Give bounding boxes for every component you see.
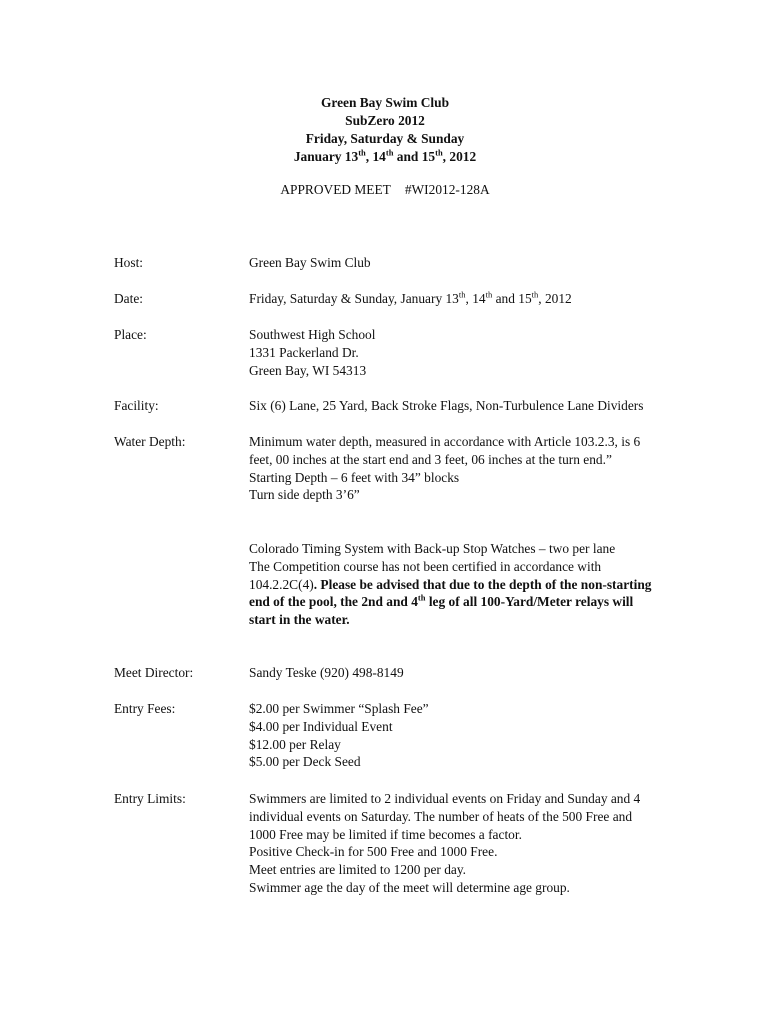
entry-limits-label: Entry Limits: xyxy=(114,791,186,806)
entry-limits-text: Swimmers are limited to 2 individual events on Friday and Sunday and 4 individual events on Saturday. The number of heats of the 500 Free and 1000 Free may be limited if time becomes a factor. xyxy=(249,791,641,842)
host-label: Host: xyxy=(114,255,144,270)
age-group-text: Swimmer age the day of the meet will determine age group. xyxy=(249,879,570,895)
water-depth-text: Minimum water depth, measured in accordance with Article 103.2.3, is 6 feet, 00 inches at the start end and 3 feet, 06 inches at the turn end.” xyxy=(249,434,641,467)
meet-header xyxy=(0,94,770,166)
approved-label: APPROVED MEET xyxy=(280,182,391,197)
place-line: Southwest High School xyxy=(249,327,376,342)
entry-fees-value xyxy=(249,700,659,771)
place-line: 1331 Packerland Dr. xyxy=(249,344,359,360)
club-title: Green Bay Swim Club xyxy=(320,95,450,110)
entry-fees-label: Entry Fees: xyxy=(114,701,176,716)
timing-system-text: Colorado Timing System with Back-up Stop Watches – two per lane xyxy=(249,541,616,556)
meet-dates: January 13th, 14th and 15th, 2012 xyxy=(293,147,477,164)
facility-value: Six (6) Lane, 25 Yard, Back Stroke Flags, Non-Turbulence Lane Dividers xyxy=(249,398,644,413)
entry-cap-text: Meet entries are limited to 1200 per day. xyxy=(249,862,467,878)
fee-line: $5.00 per Deck Seed xyxy=(249,754,361,770)
fee-line: $4.00 per Individual Event xyxy=(249,718,393,734)
place-label: Place: xyxy=(114,327,147,342)
date-value: Friday, Saturday & Sunday, January 13th, 14th and 15th, 2012 xyxy=(249,289,572,306)
place-line: Green Bay, WI 54313 xyxy=(249,362,367,378)
meet-days: Friday, Saturday & Sunday xyxy=(305,131,465,146)
facility-label: Facility: xyxy=(114,398,159,413)
starting-depth-text: Starting Depth – 6 feet with 34” blocks xyxy=(249,469,460,485)
turn-depth-text: Turn side depth 3’6” xyxy=(249,487,360,503)
date-label: Date: xyxy=(114,291,143,306)
place-value xyxy=(249,326,659,379)
water-depth-value xyxy=(249,433,659,504)
host-value: Green Bay Swim Club xyxy=(249,255,371,270)
certification-text: The Competition course has not been certified in accordance with 104.2.2C(4). Please be advised that due to the depth of the non-starting end of the pool, the 2nd and 4th leg of all 100-Yard/Meter relays will start in the water. xyxy=(249,558,652,628)
entry-limits-value xyxy=(249,790,659,897)
fee-line: $12.00 per Relay xyxy=(249,736,341,752)
check-in-text: Positive Check-in for 500 Free and 1000 Free. xyxy=(249,844,498,860)
fee-line: $2.00 per Swimmer “Splash Fee” xyxy=(249,701,429,716)
meet-title: SubZero 2012 xyxy=(345,113,425,128)
approved-meet xyxy=(0,181,770,199)
approval-number: #WI2012-128A xyxy=(404,182,490,197)
meet-director-value: Sandy Teske (920) 498-8149 xyxy=(249,665,404,680)
meet-director-label: Meet Director: xyxy=(114,665,194,680)
water-depth-label: Water Depth: xyxy=(114,434,186,449)
timing-value xyxy=(249,540,659,629)
